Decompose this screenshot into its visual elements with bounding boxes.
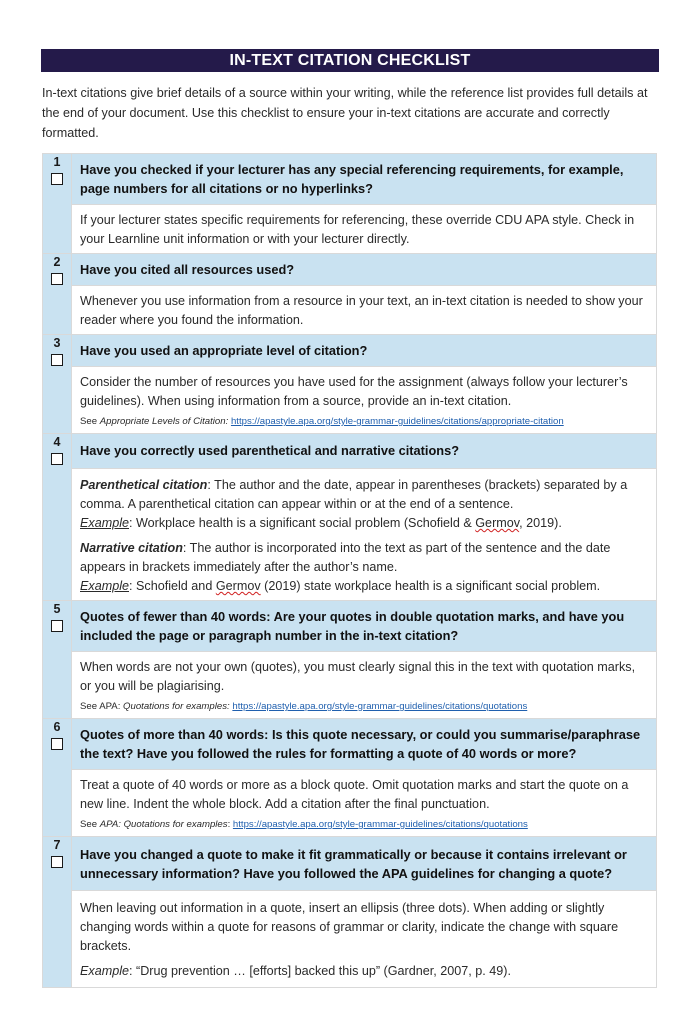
empty-checkbox-icon[interactable]: [51, 738, 63, 750]
narrative-text: : The author is incorporated into the text as part of the sentence and the date appears in brackets immediately after the author’s name.: [80, 541, 611, 574]
checklist-item-6-question-row: [43, 719, 657, 770]
empty-checkbox-icon[interactable]: [51, 856, 63, 868]
see-prefix: See APA:: [80, 701, 124, 712]
see-also-note: [80, 699, 648, 714]
see-also-note: [80, 414, 648, 429]
item-number-cell: [43, 837, 72, 988]
item-number-cell: [43, 254, 72, 335]
see-title: Appropriate Levels of Citation:: [99, 416, 229, 427]
answer-text: When words are not your own (quotes), you must clearly signal this in the text with quotation marks, or you will be plagiarising.: [80, 660, 636, 693]
example-text: : “Drug prevention … [efforts] backed this up” (Gardner, 2007, p. 49).: [129, 964, 511, 978]
item-number: 4: [53, 435, 61, 449]
misspelled-word: Germov: [215, 579, 261, 593]
item-number-cell: [43, 601, 72, 719]
example-label: Example: [80, 964, 129, 978]
empty-checkbox-icon[interactable]: [51, 354, 63, 366]
see-also-note: [80, 817, 648, 832]
answer-text: Treat a quote of 40 words or more as a block quote. Omit quotation marks and start the quote on a new line. Indent the whole block. Add a citation after the final punctuation.: [80, 778, 629, 811]
item-question: Quotes of more than 40 words: Is this quote necessary, or could you summarise/paraphrase the text? Have you followed the rules for formatting a quote of 40 words or more?: [72, 719, 657, 770]
checklist-item-4-answer-row: [43, 469, 657, 601]
see-prefix: See: [80, 416, 100, 427]
item-number: 1: [53, 155, 61, 169]
example-text: , 2019).: [519, 516, 562, 530]
checklist-item-1-question-row: [43, 154, 657, 205]
checklist-table: [42, 153, 657, 988]
item-number-cell: [43, 719, 72, 837]
item-question: Have you used an appropriate level of citation?: [72, 335, 657, 367]
item-question: Have you cited all resources used?: [72, 254, 657, 286]
intro-paragraph: In-text citations give brief details of a source within your writing, while the reference list provides full details at the end of your document. Use this checklist to ensure your in-text citations are accurate and correctly formatted.: [42, 86, 648, 140]
answer-text: If your lecturer states specific requirements for referencing, these override CDU APA style. Check in your Learnline unit information or with your lecturer directly.: [80, 213, 635, 246]
item-question: Quotes of fewer than 40 words: Are your quotes in double quotation marks, and have you included the page or paragraph number in the in-text citation?: [72, 601, 657, 652]
narrative-label: Narrative citation: [80, 541, 183, 555]
item-number-cell: [43, 335, 72, 434]
narrative-paragraph: [80, 539, 648, 596]
see-title: Quotations for examples:: [123, 701, 230, 712]
item-number: 3: [53, 336, 61, 350]
see-title: APA: Quotations for examples: [99, 819, 228, 830]
item-answer: [72, 770, 657, 837]
parenthetical-text: : The author and the date, appear in parentheses (brackets) separated by a comma. A parenthetical citation can appear within or at the end of a sentence.: [80, 478, 628, 511]
checklist-item-5-answer-row: [43, 652, 657, 719]
item-question: Have you changed a quote to make it fit grammatically or because it contains irrelevant or unnecessary information? Have you followed the APA guidelines for changing a quote?: [72, 837, 657, 891]
item-number: 7: [53, 838, 61, 852]
item-question: Have you checked if your lecturer has any special referencing requirements, for example, page numbers for all citations or no hyperlinks?: [72, 154, 657, 205]
checklist-item-3-answer-row: [43, 367, 657, 434]
checklist-item-4-question-row: [43, 434, 657, 469]
example-text: : Schofield and: [129, 579, 216, 593]
item-answer: [72, 652, 657, 719]
example-label: Example: [80, 516, 129, 530]
answer-text: Consider the number of resources you have used for the assignment (always follow your lecturer’s guidelines). When using information from a source, provide an in-text citation.: [80, 375, 628, 408]
item-answer: [72, 286, 657, 335]
example-text: : Workplace health is a significant social problem (Schofield &: [129, 516, 476, 530]
see-colon: :: [227, 819, 233, 830]
see-prefix: See: [80, 819, 100, 830]
empty-checkbox-icon[interactable]: [51, 620, 63, 632]
checklist-item-2-answer-row: [43, 286, 657, 335]
item-question: Have you correctly used parenthetical and narrative citations?: [72, 434, 657, 469]
example-paragraph: [80, 962, 648, 981]
answer-text: When leaving out information in a quote, insert an ellipsis (three dots). When adding or slightly changing words within a quote for reasons of grammar or clarity, indicate the change with square brackets.: [80, 901, 619, 953]
checklist-item-6-answer-row: [43, 770, 657, 837]
example-label: Example: [80, 579, 129, 593]
parenthetical-paragraph: [80, 476, 648, 533]
checklist-item-3-question-row: [43, 335, 657, 367]
page-title: IN-TEXT CITATION CHECKLIST: [41, 49, 659, 72]
item-answer: [72, 205, 657, 254]
empty-checkbox-icon[interactable]: [51, 453, 63, 465]
item-number: 2: [53, 255, 61, 269]
item-number: 6: [53, 720, 61, 734]
checklist-item-2-question-row: [43, 254, 657, 286]
appropriate-citation-link[interactable]: https://apastyle.apa.org/style-grammar-guidelines/citations/appropriate-citation: [230, 416, 564, 427]
quotations-link[interactable]: https://apastyle.apa.org/style-grammar-guidelines/citations/quotations: [232, 701, 528, 712]
quotations-link[interactable]: https://apastyle.apa.org/style-grammar-guidelines/citations/quotations: [232, 819, 528, 830]
item-answer: [72, 891, 657, 988]
item-answer: [72, 469, 657, 601]
item-number-cell: [43, 154, 72, 254]
checklist-item-1-answer-row: [43, 205, 657, 254]
parenthetical-label: Parenthetical citation: [80, 478, 208, 492]
empty-checkbox-icon[interactable]: [51, 173, 63, 185]
answer-text: Whenever you use information from a resource in your text, an in-text citation is needed to show your reader where you found the information.: [80, 294, 643, 327]
misspelled-word: Germov: [475, 516, 520, 530]
checklist-item-5-question-row: [43, 601, 657, 652]
example-text: (2019) state workplace health is a significant social problem.: [260, 579, 601, 593]
checklist-item-7-question-row: [43, 837, 657, 891]
empty-checkbox-icon[interactable]: [51, 273, 63, 285]
item-number-cell: [43, 434, 72, 601]
item-answer: [72, 367, 657, 434]
item-number: 5: [53, 602, 61, 616]
checklist-item-7-answer-row: [43, 891, 657, 988]
